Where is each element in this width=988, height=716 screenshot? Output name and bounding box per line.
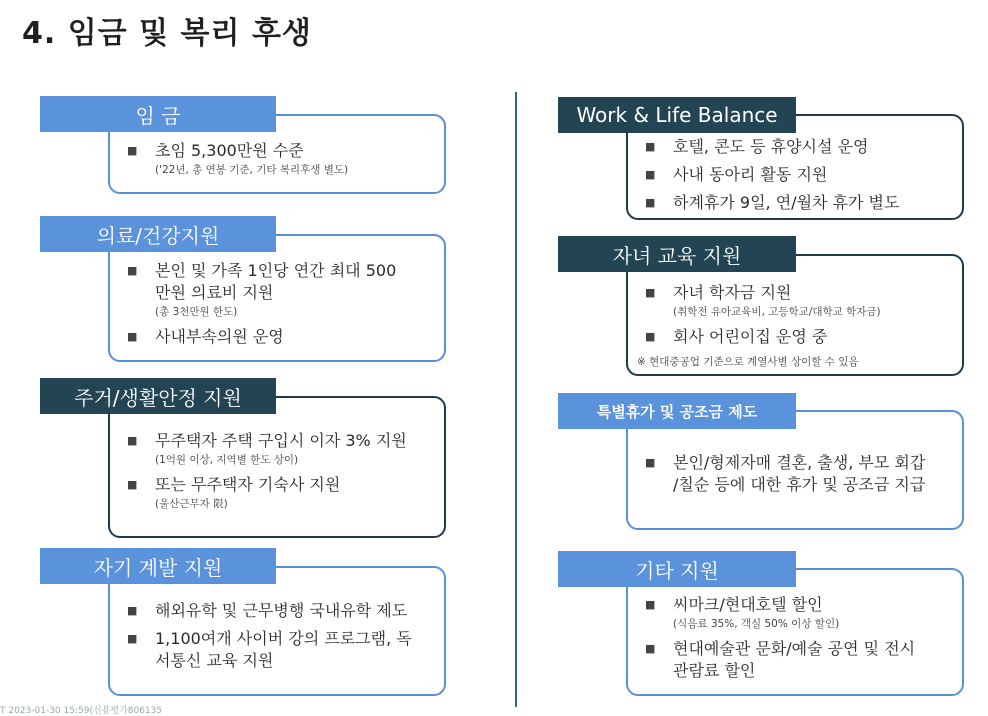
bullet-icon: ■ — [127, 632, 138, 645]
right-card-1-list — [637, 282, 954, 370]
list-item — [127, 260, 436, 304]
item-text: 회사 어린이집 운영 중 — [673, 327, 828, 346]
item-subnote: ('22년, 총 연봉 기준, 기타 복리후생 별도) — [155, 164, 349, 176]
item-text: 초임 5,300만원 수준 — [155, 141, 304, 160]
left-card-0-heading: 임 금 — [40, 96, 276, 132]
item-subnote: (식음료 35%, 객실 50% 이상 할인) — [673, 618, 840, 630]
right-card-1-heading: 자녀 교육 지원 — [558, 236, 796, 272]
bullet-icon: ■ — [645, 168, 656, 181]
left-card-0-list — [127, 140, 436, 184]
right-card-0-heading: Work & Life Balance — [558, 97, 796, 133]
item-subnote: (1억원 이상, 지역별 한도 상이) — [155, 454, 299, 466]
left-card-3-heading: 자기 계발 지원 — [40, 548, 276, 584]
list-item — [645, 164, 954, 186]
left-card-1-heading: 의료/건강지원 — [40, 216, 276, 252]
item-subnote: (총 3천만원 한도) — [155, 306, 238, 318]
right-card-2-heading: 특별휴가 및 공조금 제도 — [558, 393, 796, 429]
bullet-icon: ■ — [645, 598, 656, 611]
list-item — [645, 452, 954, 496]
bullet-icon: ■ — [645, 456, 656, 469]
left-card-2-list — [127, 430, 436, 518]
list-item — [645, 594, 954, 616]
item-text: 사내부속의원 운영 — [155, 327, 284, 346]
item-text: 1,100여개 사이버 강의 프로그램, 독 — [155, 629, 412, 648]
right-card-2-list — [645, 452, 954, 502]
item-text-continued: 만원 의료비 지원 — [155, 283, 274, 302]
bullet-icon: ■ — [127, 330, 138, 343]
item-text: 하계휴가 9일, 연/월차 휴가 별도 — [673, 193, 900, 212]
item-subnote: (울산근무자 限) — [155, 498, 228, 510]
column-divider — [515, 92, 517, 707]
item-text-continued: /칠순 등에 대한 휴가 및 공조금 지급 — [673, 475, 926, 494]
item-text: 현대예술관 문화/예술 공연 및 전시 — [673, 639, 916, 658]
list-item — [127, 628, 436, 672]
item-subnote: (취학전 유아교육비, 고등학교/대학교 학자금) — [673, 306, 881, 318]
list-item — [127, 140, 436, 162]
left-card-3-list — [127, 600, 436, 678]
bullet-icon: ■ — [645, 330, 656, 343]
item-text: 씨마크/현대호텔 할인 — [673, 595, 823, 614]
left-card-1-list — [127, 260, 436, 354]
item-text: 본인 및 가족 1인당 연간 최대 500 — [155, 261, 397, 280]
item-text: 해외유학 및 근무병행 국내유학 제도 — [155, 601, 408, 620]
bullet-icon: ■ — [127, 434, 138, 447]
bullet-icon: ■ — [645, 196, 656, 209]
right-card-0-list — [645, 136, 954, 220]
item-text: 무주택자 주택 구입시 이자 3% 지원 — [155, 431, 407, 450]
list-item — [645, 282, 954, 304]
item-text: 또는 무주택자 기숙사 지원 — [155, 475, 341, 494]
list-item — [645, 192, 954, 214]
item-text: 호텔, 콘도 등 휴양시설 운영 — [673, 137, 869, 156]
list-item — [127, 474, 436, 496]
page-title: 4. 임금 및 복리 후생 — [22, 16, 312, 51]
bullet-icon: ■ — [127, 264, 138, 277]
list-item — [127, 326, 436, 348]
right-card-3-list — [645, 594, 954, 688]
bullet-icon: ■ — [645, 140, 656, 153]
right-card-3-heading: 기타 지원 — [558, 551, 796, 587]
bullet-icon: ■ — [127, 144, 138, 157]
list-item — [127, 430, 436, 452]
print-timestamp: T 2023-01-30 15:59(신용평가806135 — [0, 706, 163, 716]
list-item — [645, 326, 954, 348]
list-item — [127, 600, 436, 622]
item-text-continued: 관람료 할인 — [673, 661, 756, 680]
footnote: ※ 현대중공업 기준으로 계열사별 상이할 수 있음 — [637, 356, 859, 368]
bullet-icon: ■ — [645, 642, 656, 655]
item-text-continued: 서통신 교육 지원 — [155, 651, 274, 670]
list-item — [645, 638, 954, 682]
item-text: 본인/형제자매 결혼, 출생, 부모 회갑 — [673, 453, 926, 472]
left-card-2-heading: 주거/생활안정 지원 — [40, 378, 276, 414]
item-text: 사내 동아리 활동 지원 — [673, 165, 828, 184]
list-item — [645, 136, 954, 158]
bullet-icon: ■ — [127, 478, 138, 491]
bullet-icon: ■ — [645, 286, 656, 299]
bullet-icon: ■ — [127, 604, 138, 617]
item-text: 자녀 학자금 지원 — [673, 283, 792, 302]
